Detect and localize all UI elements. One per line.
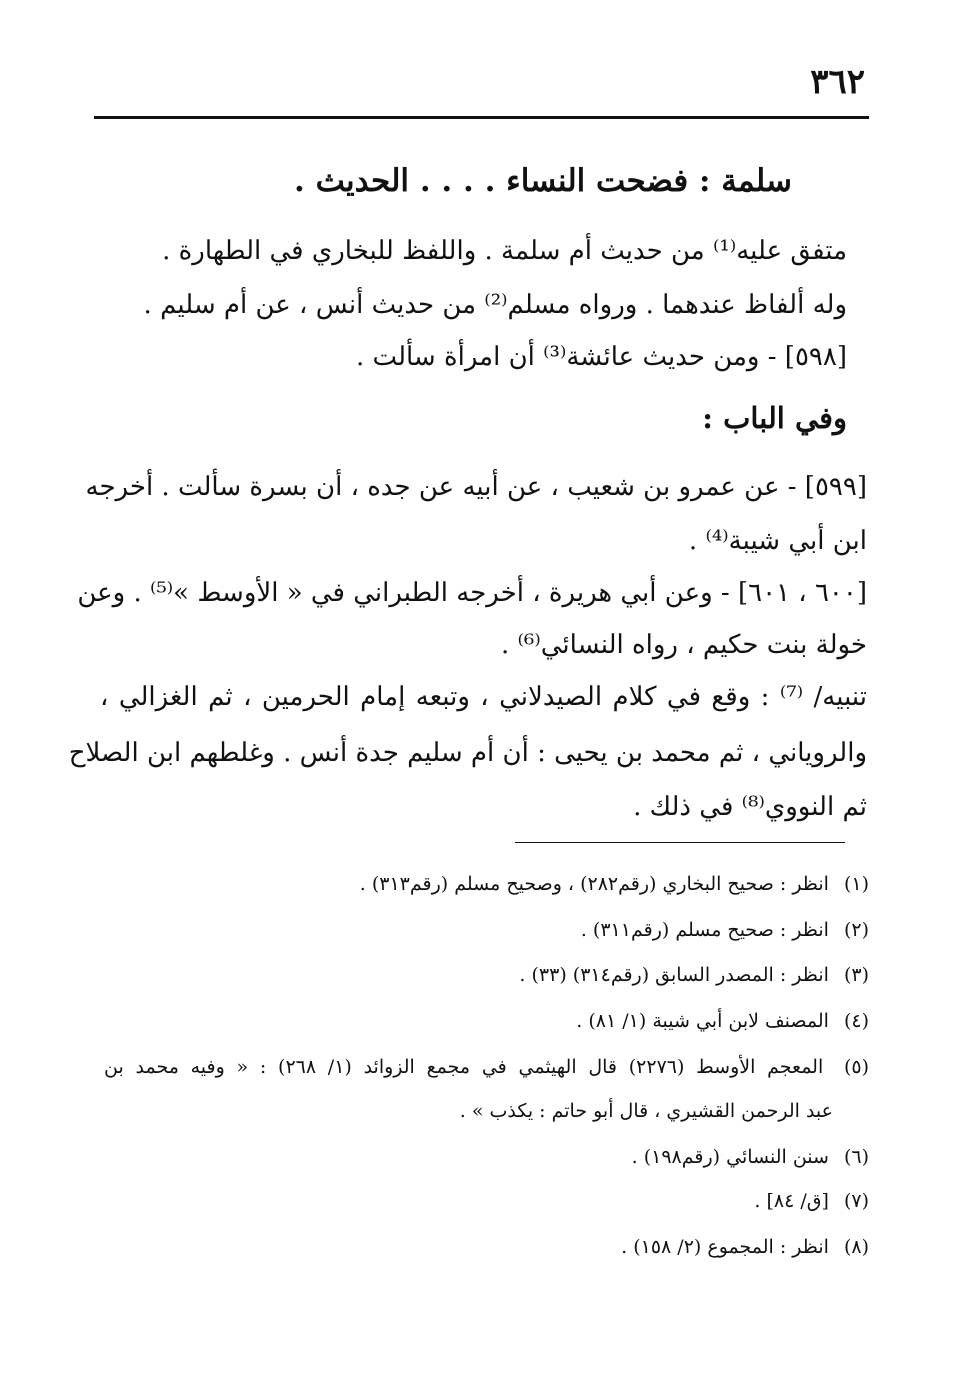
footnote-number: (٤) bbox=[843, 1010, 869, 1032]
footnote-1 bbox=[360, 875, 869, 894]
footnote-rule bbox=[515, 842, 845, 843]
subheading: وفي الباب : bbox=[702, 401, 847, 435]
footnote-text: انظر : صحيح مسلم (رقم٣١١) . bbox=[580, 919, 829, 941]
paragraph2-line2: ابن أبي شيبة⁽⁴⁾ . bbox=[688, 526, 867, 556]
footnote-number: (٦) bbox=[843, 1146, 869, 1168]
paragraph3-line1: [٦٠٠ ، ٦٠١] - وعن أبي هريرة ، أخرجه الطبراني في « الأوسط »⁽⁵⁾ . وعن bbox=[77, 578, 867, 608]
footnote-3 bbox=[519, 966, 869, 985]
section-heading: سلمة : فضحت النساء . . . . الحديث . bbox=[294, 163, 792, 199]
footnote-number: (٢) bbox=[843, 919, 869, 941]
footnote-5 bbox=[104, 1058, 869, 1077]
footnote-8 bbox=[621, 1238, 869, 1257]
paragraph3-line2: خولة بنت حكيم ، رواه النسائي⁽⁶⁾ . bbox=[501, 630, 867, 660]
header-rule bbox=[94, 116, 869, 119]
paragraph1-line2: وله ألفاظ عندهما . ورواه مسلم⁽²⁾ من حديث أنس ، عن أم سليم . bbox=[143, 290, 847, 320]
footnote-text: انظر : صحيح البخاري (رقم٢٨٢) ، وصحيح مسلم (رقم٣١٣) . bbox=[359, 873, 829, 895]
footnote-number: (٨) bbox=[843, 1236, 869, 1258]
footnote-6 bbox=[632, 1148, 869, 1167]
footnote-number: (٣) bbox=[843, 964, 869, 986]
footnote-text: المصنف لابن أبي شيبة (١/ ٨١) . bbox=[576, 1010, 829, 1032]
footnote-4 bbox=[576, 1012, 869, 1031]
paragraph2-line1: [٥٩٩] - عن عمرو بن شعيب ، عن أبيه عن جده ، أن بسرة سألت . أخرجه bbox=[85, 472, 867, 502]
footnote-number: (١) bbox=[843, 873, 869, 895]
footnote-7 bbox=[754, 1192, 869, 1211]
paragraph4-line3: ثم النووي⁽⁸⁾ في ذلك . bbox=[633, 792, 867, 822]
footnote-text: المعجم الأوسط (٢٢٧٦) قال الهيثمي في مجمع الزوائد (١/ ٢٦٨) : « وفيه محمد بن bbox=[104, 1056, 824, 1078]
footnote-text: سنن النسائي (رقم١٩٨) . bbox=[631, 1146, 829, 1168]
footnote-number: (٧) bbox=[843, 1190, 869, 1212]
footnote-text: انظر : المجموع (٢/ ١٥٨) . bbox=[621, 1236, 829, 1258]
paragraph1-line1: متفق عليه⁽¹⁾ من حديث أم سلمة . واللفظ للبخاري في الطهارة . bbox=[162, 236, 847, 266]
footnote-text: [ق/ ٨٤] . bbox=[754, 1190, 829, 1212]
footnote-5-continuation: عبد الرحمن القشيري ، قال أبو حاتم : يكذب » . bbox=[459, 1100, 833, 1122]
paragraph4-line2: والروياني ، ثم محمد بن يحيى : أن أم سليم جدة أنس . وغلطهم ابن الصلاح bbox=[68, 738, 867, 768]
footnote-2 bbox=[581, 921, 869, 940]
paragraph4-line1: تنبيه/ ⁽⁷⁾ : وقع في كلام الصيدلاني ، وتبعه إمام الحرمين ، ثم الغزالي ، bbox=[100, 682, 867, 712]
page-number: ٣٦٢ bbox=[810, 62, 865, 102]
footnote-text: انظر : المصدر السابق (رقم٣١٤) (٣٣) . bbox=[519, 964, 829, 986]
paragraph1-line3: [٥٩٨] - ومن حديث عائشة⁽³⁾ أن امرأة سألت . bbox=[356, 342, 847, 372]
footnote-number: (٥) bbox=[843, 1056, 869, 1078]
